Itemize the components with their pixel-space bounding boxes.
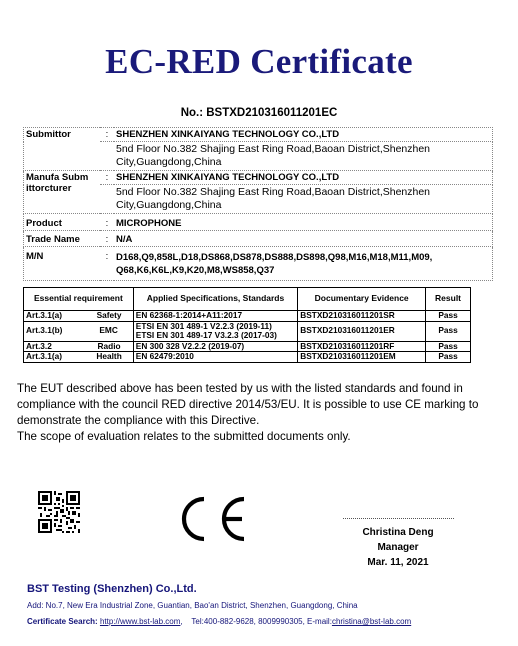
manufacturer-label: Manufa Subm ittorcturer bbox=[24, 171, 101, 214]
spec-cell: EN 300 328 V2.2.2 (2019-07) bbox=[133, 341, 297, 352]
product-label: Product bbox=[24, 214, 101, 231]
standards-table bbox=[23, 287, 471, 363]
article-cell: Art.3.1(b) bbox=[24, 321, 86, 341]
signature-line bbox=[343, 518, 454, 519]
colon: : bbox=[100, 171, 114, 185]
trade-name-label: Trade Name bbox=[24, 231, 101, 247]
result-cell: Pass bbox=[426, 311, 471, 322]
model-row bbox=[24, 247, 493, 281]
evidence-cell: BSTXD210316011201RF bbox=[298, 341, 426, 352]
certificate-title: EC-RED Certificate bbox=[105, 42, 413, 81]
category-cell: Radio bbox=[85, 341, 133, 352]
issue-date: Mar. 11, 2021 bbox=[367, 557, 429, 568]
lab-contact-line: Certificate Search: http://www.bst-lab.com, Tel:400-882-9628, 8009990305, E-mail:christina@bst-lab.com bbox=[27, 617, 412, 626]
submittor-label: Submittor bbox=[24, 128, 101, 171]
submittor-address: 5nd Floor No.382 Shajing East Ring Road,Baoan District,Shenzhen City,Guangdong,China bbox=[114, 142, 493, 171]
spec-cell: EN 62479:2010 bbox=[133, 352, 297, 363]
phone-text: Tel:400-882-9628, 8009990305, E-mail: bbox=[191, 617, 332, 626]
manufacturer-row bbox=[24, 171, 493, 185]
article-cell: Art.3.1(a) bbox=[24, 311, 86, 322]
category-cell: Safety bbox=[85, 311, 133, 322]
statement-paragraph: The EUT described above has been tested by us with the listed standards and found in compliance with the council RED directive 2014/53/EU. It is possible to use CE marking to demonstrate the compliance with this Directive. bbox=[17, 382, 479, 427]
signatory-name: Christina Deng bbox=[362, 527, 434, 538]
product-value: MICROPHONE bbox=[114, 214, 493, 231]
email-link[interactable]: christina@bst-lab.com bbox=[331, 617, 412, 626]
evidence-cell: BSTXD210316011201EM bbox=[298, 352, 426, 363]
result-cell: Pass bbox=[426, 321, 471, 341]
standards-header-row bbox=[24, 288, 471, 311]
spec-cell bbox=[133, 321, 297, 341]
colon: : bbox=[100, 128, 114, 142]
spec-cell: EN 62368-1:2014+A11:2017 bbox=[133, 311, 297, 322]
lab-name: BST Testing (Shenzhen) Co.,Ltd. bbox=[27, 583, 197, 595]
spec-line: ETSI EN 301 489-1 V2.2.3 (2019-11) bbox=[135, 320, 272, 331]
table-row bbox=[24, 341, 471, 352]
submittor-row bbox=[24, 128, 493, 142]
result-cell: Pass bbox=[426, 352, 471, 363]
manufacturer-address: 5nd Floor No.382 Shajing East Ring Road,Baoan District,Shenzhen City,Guangdong,China bbox=[114, 185, 493, 214]
result-cell: Pass bbox=[426, 341, 471, 352]
certificate-search-label: Certificate Search: bbox=[27, 617, 98, 626]
colon: : bbox=[100, 214, 114, 231]
header-documentary-evidence: Documentary Evidence bbox=[298, 288, 426, 311]
signatory-title: Manager bbox=[377, 542, 419, 553]
colon: : bbox=[100, 247, 114, 281]
submittor-name: SHENZHEN XINKAIYANG TECHNOLOGY CO.,LTD bbox=[114, 128, 493, 142]
manufacturer-name: SHENZHEN XINKAIYANG TECHNOLOGY CO.,LTD bbox=[114, 171, 493, 185]
model-value: D168,Q9,858L,D18,DS868,DS878,DS888,DS898,Q98,M16,M18,M11,M09, Q68,K6,K6L,K9,K20,M8,WS858,Q37 bbox=[114, 247, 493, 281]
trade-name-row bbox=[24, 231, 493, 247]
article-cell: Art.3.1(a) bbox=[24, 352, 86, 363]
spec-line: ETSI EN 301 489-17 V3.2.3 (2017-03) bbox=[135, 330, 277, 340]
qr-code-icon bbox=[38, 491, 80, 533]
website-link[interactable]: http://www.bst-lab.com bbox=[99, 617, 181, 626]
header-essential-requirement: Essential requirement bbox=[24, 288, 134, 311]
header-applied-specifications: Applied Specifications, Standards bbox=[133, 288, 297, 311]
certificate-number: No.: BSTXD210316011201EC bbox=[180, 107, 338, 119]
table-row bbox=[24, 311, 471, 322]
evidence-cell: BSTXD210316011201ER bbox=[298, 321, 426, 341]
trade-name-value: N/A bbox=[114, 231, 493, 247]
evidence-cell: BSTXD210316011201SR bbox=[298, 311, 426, 322]
compliance-statement bbox=[17, 381, 502, 445]
colon: : bbox=[100, 231, 114, 247]
category-cell: EMC bbox=[85, 321, 133, 341]
table-row bbox=[24, 352, 471, 363]
applicant-info-table bbox=[23, 127, 493, 281]
model-label: M/N bbox=[24, 247, 101, 281]
header-result: Result bbox=[426, 288, 471, 311]
category-cell: Health bbox=[85, 352, 133, 363]
ce-mark-icon bbox=[173, 493, 247, 545]
lab-address: Add: No.7, New Era Industrial Zone, Guantian, Bao'an District, Shenzhen, Guangdong, China bbox=[27, 601, 358, 610]
article-cell: Art.3.2 bbox=[24, 341, 86, 352]
table-row bbox=[24, 321, 471, 341]
scope-paragraph: The scope of evaluation relates to the submitted documents only. bbox=[17, 430, 351, 443]
product-row bbox=[24, 214, 493, 231]
